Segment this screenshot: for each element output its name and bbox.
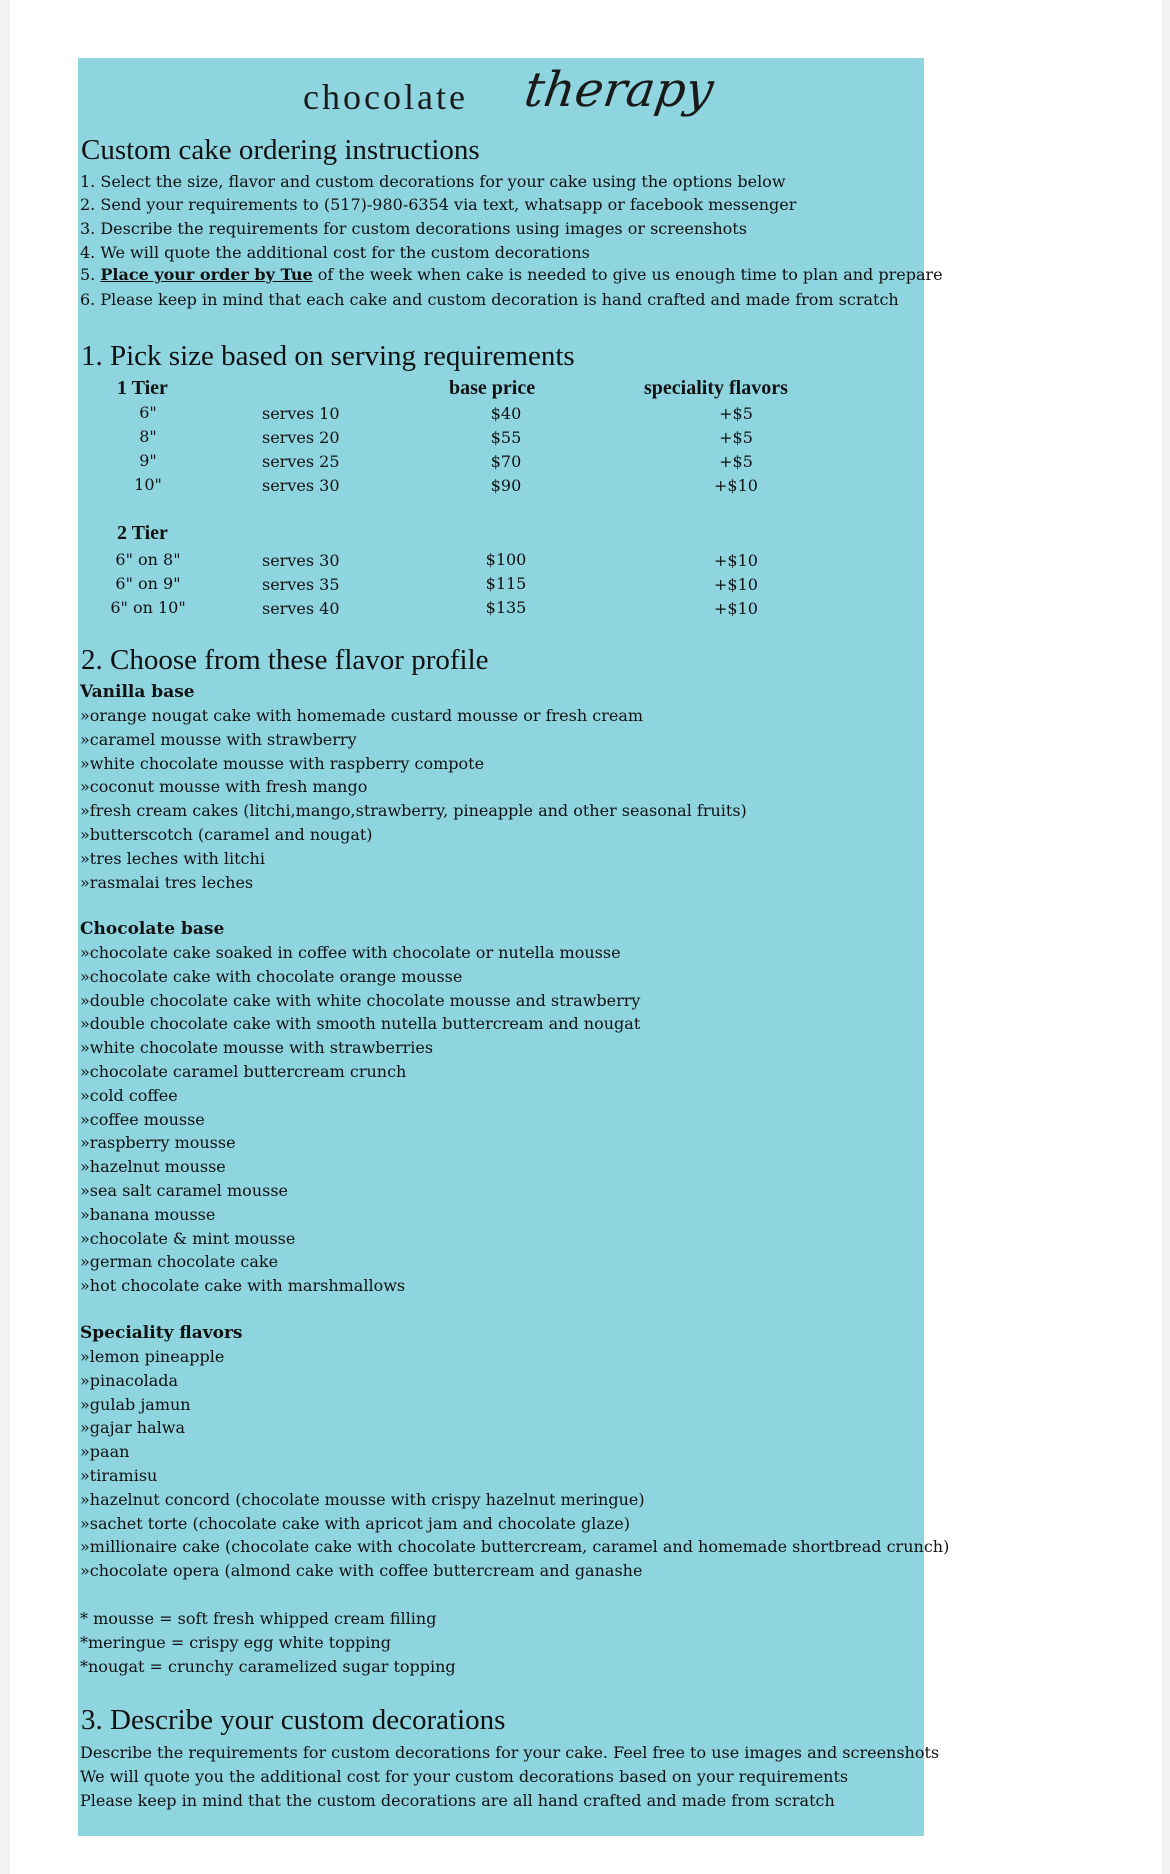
serves-cell: serves 30 xyxy=(262,551,340,570)
chocolate-flavor-list xyxy=(80,941,640,1298)
step5-suffix: of the week when cake is needed to give us enough time to plan and prepare xyxy=(312,265,943,284)
size-cell: 9" xyxy=(139,451,157,470)
instruction-step: 1. Select the size, flavor and custom decorations for your cake using the options below xyxy=(80,172,786,191)
size-cell: 6" on 9" xyxy=(115,574,181,593)
glossary xyxy=(80,1607,456,1678)
flavor-item: »lemon pineapple xyxy=(80,1347,225,1366)
serves-cell: serves 40 xyxy=(262,599,340,618)
instructions-title: Custom cake ordering instructions xyxy=(81,134,480,166)
extra-cell: +$5 xyxy=(719,404,753,423)
flavor-item: »chocolate opera (almond cake with coffee buttercream and ganashe xyxy=(80,1561,643,1581)
order-deadline-emphasis: Place your order by Tue xyxy=(100,265,313,284)
flavor-item: »paan xyxy=(80,1442,130,1462)
flavor-item: »double chocolate cake with white chocolate mousse and strawberry xyxy=(80,990,641,1010)
flavor-item: »tiramisu xyxy=(80,1465,158,1485)
extra-cell: +$10 xyxy=(714,575,758,594)
speciality-flavors-label: Speciality flavors xyxy=(80,1323,243,1343)
price-cell: $115 xyxy=(485,574,527,593)
price-cell: $55 xyxy=(490,428,522,447)
serves-cell: serves 30 xyxy=(262,476,340,495)
brand-word-chocolate: chocolate xyxy=(303,77,468,117)
decorations-line: We will quote you the additional cost for your custom decorations based on your requirements xyxy=(80,1766,849,1786)
flavor-item: »german chocolate cake xyxy=(80,1252,279,1272)
vanilla-flavor-list xyxy=(80,704,747,894)
speciality-flavor-list xyxy=(80,1345,949,1583)
flavor-item: »rasmalai tres leches xyxy=(80,872,254,892)
flavor-item: »sachet torte (chocolate cake with apricot jam and chocolate glaze) xyxy=(80,1513,630,1533)
serves-cell: serves 20 xyxy=(262,428,340,447)
glossary-item: *nougat = crunchy caramelized sugar topping xyxy=(80,1656,456,1676)
flavor-item: »caramel mousse with strawberry xyxy=(80,729,357,749)
size-cell: 6" on 8" xyxy=(115,550,181,569)
instruction-step: 2. Send your requirements to (517)-980-6354 via text, whatsapp or facebook messenger xyxy=(80,195,797,214)
instruction-step: 4. We will quote the additional cost for the custom decorations xyxy=(80,243,590,262)
flavor-item: »hazelnut mousse xyxy=(80,1157,226,1177)
extra-cell: +$10 xyxy=(714,551,758,570)
serves-cell: serves 10 xyxy=(262,404,340,423)
instruction-step-order-deadline xyxy=(80,265,943,285)
size-cell: 10" xyxy=(134,475,162,494)
decorations-line: Describe the requirements for custom decorations for your cake. Feel free to use images and screenshots xyxy=(80,1743,940,1762)
flavor-item: »gajar halwa xyxy=(80,1418,185,1438)
tier2-label: 2 Tier xyxy=(117,522,168,544)
serves-cell: serves 25 xyxy=(262,452,340,471)
extra-cell: +$5 xyxy=(719,428,753,447)
sizes-title: 1. Pick size based on serving requirements xyxy=(81,340,575,372)
size-cell: 6" on 10" xyxy=(110,598,186,617)
instruction-step: 3. Describe the requirements for custom decorations using images or screenshots xyxy=(80,219,747,238)
flavor-item: »tres leches with litchi xyxy=(80,848,265,868)
flavor-item: »raspberry mousse xyxy=(80,1133,236,1153)
flavor-item: »hot chocolate cake with marshmallows xyxy=(80,1276,406,1296)
serves-cell: serves 35 xyxy=(262,575,340,594)
flavor-item: »coconut mousse with fresh mango xyxy=(80,777,368,797)
tier1-label: 1 Tier xyxy=(117,377,168,399)
flavor-item: »butterscotch (caramel and nougat) xyxy=(80,824,373,844)
extra-cell: +$10 xyxy=(714,476,758,495)
price-cell: $135 xyxy=(485,598,527,617)
size-cell: 6" xyxy=(139,403,157,422)
flavor-item: »chocolate cake with chocolate orange mousse xyxy=(80,966,463,986)
brand-word-therapy: therapy xyxy=(521,62,717,118)
chocolate-base-label: Chocolate base xyxy=(80,919,225,939)
flavor-item: »double chocolate cake with smooth nutella buttercream and nougat xyxy=(80,1014,641,1034)
flavor-item: »banana mousse xyxy=(80,1204,216,1224)
price-cell: $70 xyxy=(490,452,522,471)
step5-prefix: 5. xyxy=(80,265,101,284)
flavor-item: »gulab jamun xyxy=(80,1394,191,1414)
glossary-item: *meringue = crispy egg white topping xyxy=(80,1632,391,1652)
flavor-item: »cold coffee xyxy=(80,1085,178,1105)
flavor-item: »white chocolate mousse with strawberries xyxy=(80,1038,434,1058)
instruction-step: 6. Please keep in mind that each cake and custom decoration is hand crafted and made from scratch xyxy=(80,290,899,309)
speciality-flavors-header: speciality flavors xyxy=(644,377,788,399)
flavor-item: »sea salt caramel mousse xyxy=(80,1180,289,1200)
flavor-item: »chocolate & mint mousse xyxy=(80,1228,296,1248)
price-cell: $100 xyxy=(485,550,527,569)
base-price-header: base price xyxy=(449,377,536,399)
flavor-item: »pinacolada xyxy=(80,1370,179,1390)
decorations-title: 3. Describe your custom decorations xyxy=(81,1704,506,1736)
flavor-item: »coffee mousse xyxy=(80,1109,205,1129)
glossary-item: * mousse = soft fresh whipped cream filling xyxy=(80,1609,437,1628)
vanilla-base-label: Vanilla base xyxy=(80,682,195,702)
flavor-item: »fresh cream cakes (litchi,mango,strawberry, pineapple and other seasonal fruits) xyxy=(80,801,747,821)
flavors-title: 2. Choose from these flavor profile xyxy=(81,644,489,676)
extra-cell: +$5 xyxy=(719,452,753,471)
price-cell: $90 xyxy=(490,476,522,495)
decorations-text xyxy=(80,1741,939,1812)
size-cell: 8" xyxy=(139,427,157,446)
flavor-item: »chocolate cake soaked in coffee with chocolate or nutella mousse xyxy=(80,943,621,962)
price-cell: $40 xyxy=(490,404,522,423)
flavor-item: »hazelnut concord (chocolate mousse with crispy hazelnut meringue) xyxy=(80,1489,645,1509)
flavor-item: »orange nougat cake with homemade custard mousse or fresh cream xyxy=(80,706,644,725)
extra-cell: +$10 xyxy=(714,599,758,618)
flavor-item: »chocolate caramel buttercream crunch xyxy=(80,1061,407,1081)
decorations-line: Please keep in mind that the custom decorations are all hand crafted and made from scratch xyxy=(80,1790,835,1810)
flavor-item: »white chocolate mousse with raspberry compote xyxy=(80,753,485,773)
flavor-item: »millionaire cake (chocolate cake with chocolate buttercream, caramel and homemade shortbread crunch) xyxy=(80,1537,950,1557)
